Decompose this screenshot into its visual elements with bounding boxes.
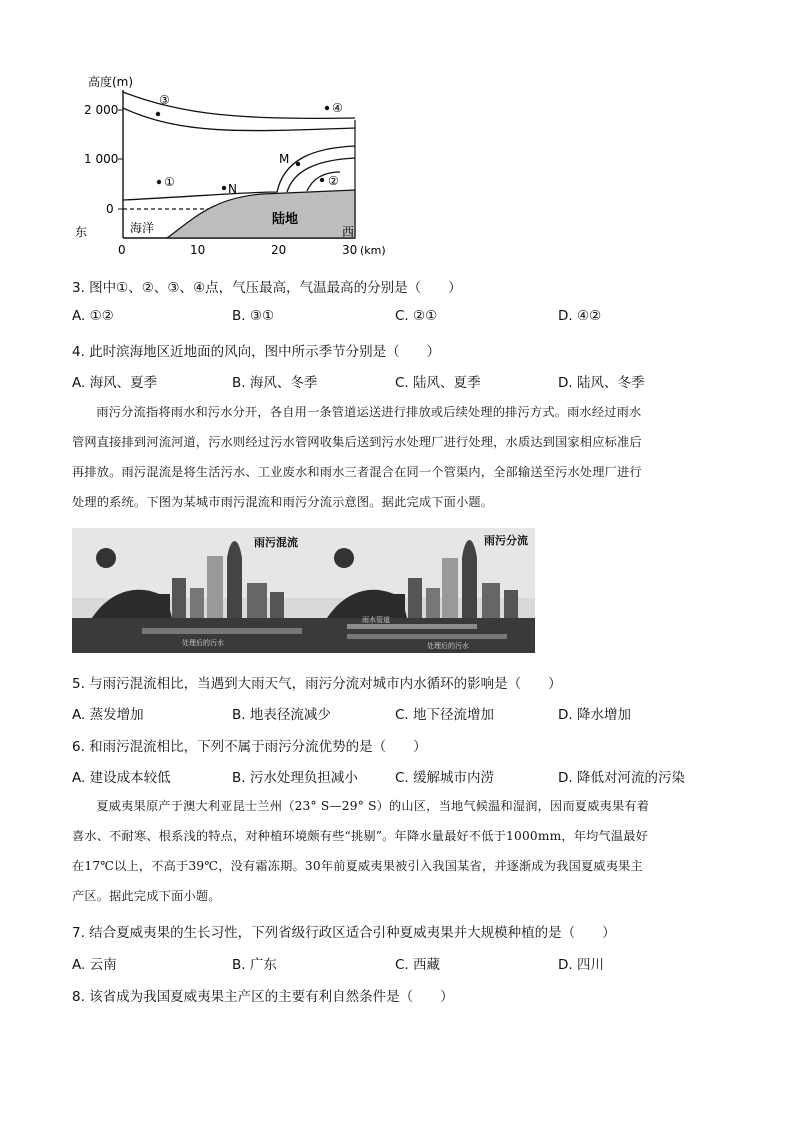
combined-pipe bbox=[142, 628, 302, 634]
q3-option-a[interactable]: A. ①② bbox=[72, 308, 114, 324]
q6-option-d[interactable]: D. 降低对河流的污染 bbox=[558, 770, 685, 786]
q6-option-a[interactable]: A. 建设成本较低 bbox=[72, 770, 171, 786]
x-tick-0: 0 bbox=[118, 243, 126, 257]
sun-right-icon bbox=[334, 548, 354, 568]
point-m-dot bbox=[296, 162, 300, 166]
q7-option-b[interactable]: B. 广东 bbox=[232, 957, 277, 973]
combined-title: 雨污混流 bbox=[254, 536, 298, 549]
point-3-label: ③ bbox=[159, 93, 170, 107]
sewage-pipe-label: 处理后的污水 bbox=[427, 642, 469, 650]
point-n-dot bbox=[222, 186, 226, 190]
q4-option-a[interactable]: A. 海风、夏季 bbox=[72, 375, 158, 391]
x-tick-30: 30 bbox=[342, 243, 358, 257]
point-1-dot bbox=[157, 180, 161, 184]
point-1-label: ① bbox=[164, 175, 175, 189]
combined-pipe-label: 处理后的污水 bbox=[182, 639, 224, 647]
q7-option-d[interactable]: D. 四川 bbox=[558, 957, 604, 973]
q4-option-c[interactable]: C. 陆风、夏季 bbox=[395, 375, 481, 391]
point-3-dot bbox=[156, 112, 160, 116]
question-7-stem: 7. 结合夏威夷果的生长习性，下列省级行政区适合引种夏威夷果并大规模种植的是（ ） bbox=[72, 925, 616, 941]
point-m-label: M bbox=[279, 152, 290, 166]
land-label: 陆地 bbox=[272, 212, 299, 227]
passage-2-line-4: 产区。据此完成下面小题。 bbox=[72, 889, 221, 903]
point-2-dot bbox=[320, 178, 324, 182]
passage-2-line-1: 夏威夷果原产于澳大利亚昆士兰州（23° S—29° S）的山区，当地气候温和湿润，因而夏威夷果有着 bbox=[96, 799, 650, 813]
west-label: 西 bbox=[342, 225, 355, 239]
question-6-stem: 6. 和雨污混流相比，下列不属于雨污分流优势的是（ ） bbox=[72, 739, 427, 755]
point-n-label: N bbox=[228, 182, 237, 196]
rain-pipe bbox=[347, 624, 477, 629]
q3-option-c[interactable]: C. ②① bbox=[395, 308, 438, 324]
sea-label: 海洋 bbox=[130, 221, 155, 235]
q4-option-b[interactable]: B. 海风、冬季 bbox=[232, 375, 318, 391]
q5-option-a[interactable]: A. 蒸发增加 bbox=[72, 707, 144, 723]
separated-title: 雨污分流 bbox=[484, 534, 528, 547]
land-area bbox=[167, 190, 355, 238]
passage-macadamia bbox=[72, 791, 722, 911]
passage-1-line-2: 管网直接排到河流河道，污水则经过污水管网收集后送到污水处理厂进行处理，水质达到国家相应标准后 bbox=[72, 435, 642, 449]
drainage-comparison-diagram bbox=[72, 528, 535, 653]
point-4-label: ④ bbox=[332, 101, 343, 115]
q3-option-d[interactable]: D. ④② bbox=[558, 308, 602, 324]
x-tick-10: 10 bbox=[190, 243, 206, 257]
q6-option-c[interactable]: C. 缓解城市内涝 bbox=[395, 770, 495, 786]
y-tick-0: 0 bbox=[106, 202, 114, 216]
isobar-cross-section-diagram bbox=[72, 70, 386, 265]
q5-option-b[interactable]: B. 地表径流减少 bbox=[232, 707, 331, 723]
question-3-stem: 3. 图中①、②、③、④点，气压最高，气温最高的分别是（ ） bbox=[72, 280, 462, 296]
rain-pipe-label: 雨水管道 bbox=[362, 616, 390, 624]
isobar-upper-2 bbox=[123, 108, 355, 131]
point-2-label: ② bbox=[328, 174, 339, 188]
passage-1-line-1: 雨污分流指将雨水和污水分开，各自用一条管道运送进行排放或后续处理的排污方式。雨水经过雨水 bbox=[96, 405, 642, 419]
q6-option-b[interactable]: B. 污水处理负担减小 bbox=[232, 770, 358, 786]
sun-left-icon bbox=[96, 548, 116, 568]
q3-option-b[interactable]: B. ③① bbox=[232, 308, 275, 324]
q4-option-d[interactable]: D. 陆风、冬季 bbox=[558, 375, 645, 391]
question-5-stem: 5. 与雨污混流相比，当遇到大雨天气，雨污分流对城市内水循环的影响是（ ） bbox=[72, 676, 562, 692]
q7-option-c[interactable]: C. 西藏 bbox=[395, 957, 441, 973]
question-8-stem: 8. 该省成为我国夏威夷果主产区的主要有利自然条件是（ ） bbox=[72, 989, 454, 1005]
sewage-pipe bbox=[347, 634, 507, 639]
passage-1-line-3: 再排放。雨污混流是将生活污水、工业废水和雨水三者混合在同一个管渠内，全部输送至污水处理厂进行 bbox=[72, 465, 642, 479]
question-4-stem: 4. 此时滨海地区近地面的风向，图中所示季节分别是（ ） bbox=[72, 344, 441, 360]
east-label: 东 bbox=[75, 225, 88, 239]
q5-option-d[interactable]: D. 降水增加 bbox=[558, 707, 631, 723]
y-tick-2000: 2 000 bbox=[84, 103, 119, 117]
q7-option-a[interactable]: A. 云南 bbox=[72, 957, 117, 973]
passage-rain-sewage bbox=[72, 397, 722, 517]
passage-1-line-4: 处理的系统。下图为某城市雨污混流和雨污分流示意图。据此完成下面小题。 bbox=[72, 495, 494, 509]
y-tick-1000: 1 000 bbox=[84, 152, 119, 166]
q5-option-c[interactable]: C. 地下径流增加 bbox=[395, 707, 495, 723]
passage-2-line-2: 喜水、不耐寒、根系浅的特点，对种植环境颇有些“挑剔”。年降水量最好不低于1000mm，年均气温最好 bbox=[72, 829, 649, 843]
x-unit: (km) bbox=[360, 244, 386, 257]
passage-2-line-3: 在17℃以上，不高于39℃，没有霜冻期。30年前夏威夷果被引入我国某省，并逐渐成为我国夏威夷果主 bbox=[72, 859, 643, 873]
point-4-dot bbox=[325, 106, 329, 110]
y-axis-label: 高度(m) bbox=[88, 75, 134, 89]
x-tick-20: 20 bbox=[271, 243, 287, 257]
